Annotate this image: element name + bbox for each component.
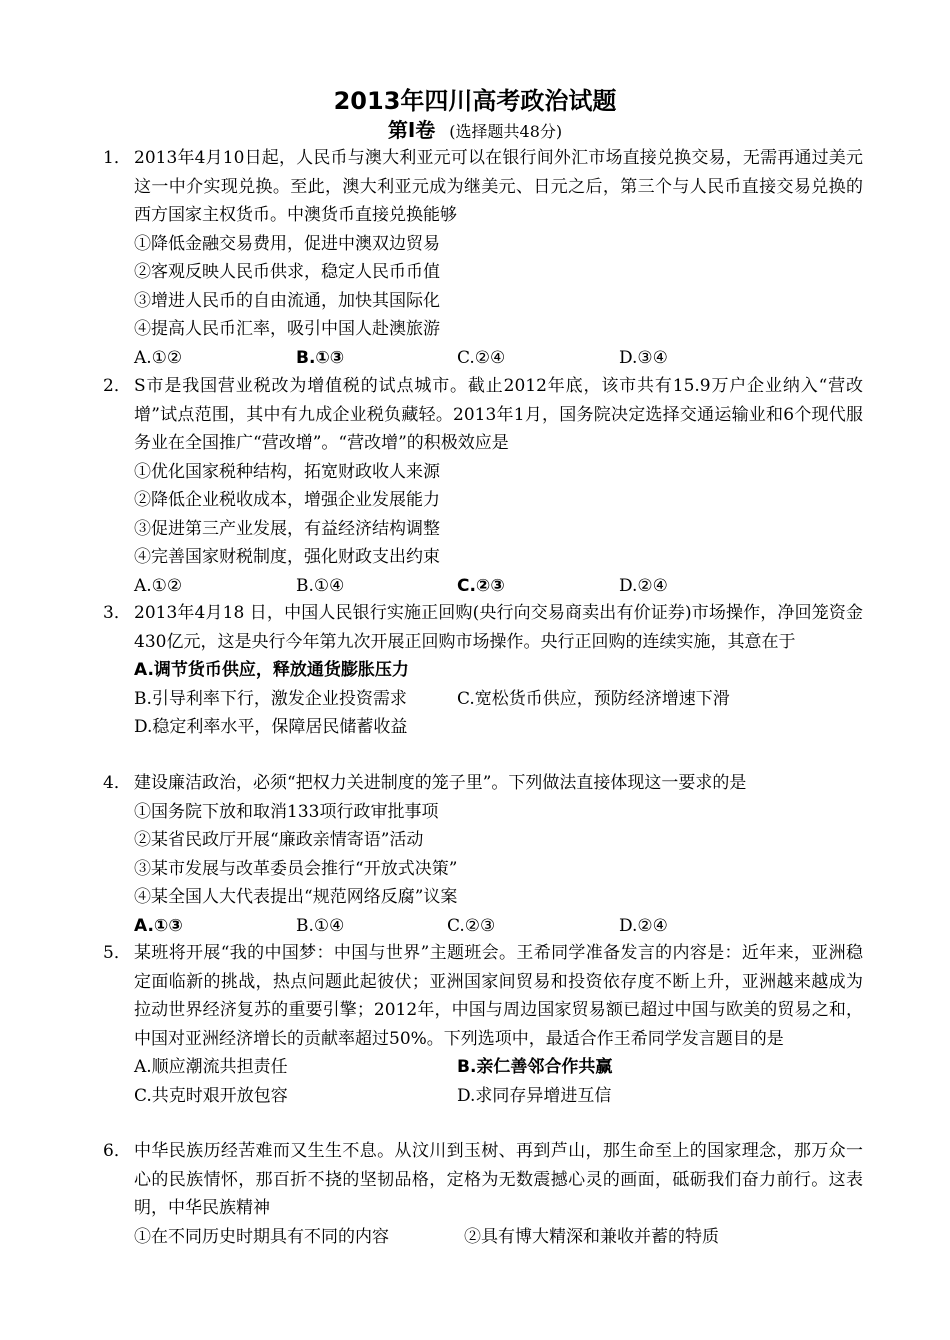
statement-item: ②某省民政厅开展“廉政亲情寄语”活动 (134, 830, 424, 850)
option-a-answer: A.①③ (134, 915, 183, 936)
option-d: D.求同存异增进互信 (457, 1085, 612, 1106)
option-d: D.②④ (619, 915, 668, 936)
part-label: 第Ⅰ卷 (387, 118, 436, 142)
question-1 (103, 144, 863, 372)
part-heading (0, 118, 950, 144)
question-stem: S市是我国营业税改为增值税的试点城市。截止2012年底，该市共有15.9万户企业纳入“营改增”试点范围，其中有九成企业税负藏轻。2013年1月，国务院决定选择交通运输业和6个现代服务业在全国推广“营改增”。“营改增”的积极效应是 (134, 376, 863, 453)
options-row (134, 685, 863, 714)
statement-item: ②降低企业税收成本，增强企业发展能力 (134, 490, 440, 510)
question-number: 2． (103, 376, 131, 396)
option-b-answer: B.亲仁善邻合作共赢 (457, 1057, 613, 1077)
statement-item: ①国务院下放和取消133项行政审批事项 (134, 801, 439, 822)
statement-item: ④提高人民币汇率，吸引中国人赴澳旅游 (134, 319, 440, 339)
option-a-answer: A.调节货币供应，释放通货膨胀压力 (134, 660, 409, 680)
question-6 (103, 1137, 863, 1251)
option-b: B.①④ (296, 575, 345, 596)
option-a: A.顺应潮流共担责任 (134, 1057, 288, 1077)
question-2 (103, 372, 863, 600)
question-number: 4． (103, 773, 131, 793)
options-row (134, 1053, 863, 1082)
statement-item: ①优化国家税种结构，拓宽财政收人来源 (134, 461, 440, 482)
option-d: D.稳定利率水平，保障居民储蓄收益 (134, 717, 408, 737)
statement-item: ③某市发展与改革委员会推行“开放式决策” (134, 858, 458, 879)
question-stem: 中华民族历经苦难而又生生不息。从汶川到玉树、再到芦山，那生命至上的国家理念，那万众一心的民族情怀，那百折不挠的坚韧品格，定格为无数震撼心灵的画面，砥砺我们奋力前行。这表明，中华民族精神 (134, 1141, 863, 1218)
option-d: D.③④ (619, 347, 668, 368)
question-4 (103, 769, 863, 940)
part-note: (选择题共48分) (449, 122, 563, 141)
question-3 (103, 599, 863, 742)
statement-item: ②具有博大精深和兼收并蓄的特质 (464, 1226, 719, 1247)
options-row (134, 912, 863, 941)
option-c: C.宽松货币供应，预防经济增速下滑 (457, 688, 730, 709)
question-number: 3． (103, 603, 131, 623)
question-stem: 2013年4月18 日，中国人民银行实施正回购(央行向交易商卖出有价证券)市场操作，净回笼资金430亿元，这是央行今年第九次开展正回购市场操作。央行正回购的连续实施，其意在于 (134, 603, 863, 652)
option-a: A.①② (134, 347, 183, 368)
statement-row (134, 1223, 863, 1252)
option-b: B.引导利率下行，激发企业投资需求 (134, 688, 407, 709)
option-c: C.②③ (447, 915, 496, 936)
question-number: 5． (103, 943, 131, 963)
statement-item: ④某全国人大代表提出“规范网络反腐”议案 (134, 887, 458, 907)
options-row (134, 572, 863, 601)
question-stem: 某班将开展“我的中国梦：中国与世界”主题班会。王希同学准备发言的内容是：近年来，亚洲稳定面临新的挑战，热点问题此起彼伏；亚洲国家间贸易和投资依存度不断上升，亚洲越来越成为拉动世界经济复苏的重要引擎；2012年，中国与周边国家贸易额已超过中国与欧美的贸易之和，中国对亚洲经济增长的贡献率超过50%。下列选项中，最适合作王希同学发言题目的是 (134, 943, 863, 1049)
question-stem: 建设廉洁政治，必须“把权力关进制度的笼子里”。下列做法直接体现这一要求的是 (134, 773, 747, 793)
statement-item: ③促进第三产业发展，有益经济结构调整 (134, 518, 440, 539)
question-number: 1． (103, 148, 131, 168)
statement-item: ②客观反映人民币供求，稳定人民币币值 (134, 262, 440, 282)
statement-item: ③增进人民币的自由流通，加快其国际化 (134, 290, 440, 311)
options-row (134, 1082, 863, 1111)
statement-item: ①在不同历史时期具有不同的内容 (134, 1226, 389, 1247)
question-stem: 2013年4月10日起，人民币与澳大利亚元可以在银行间外汇市场直接兑换交易，无需再通过美元这一中介实现兑换。至此，澳大利亚元成为继美元、日元之后，第三个与人民币直接交易兑换的西方国家主权货币。中澳货币直接兑换能够 (134, 148, 863, 225)
page-title: 2013年四川高考政治试题 (333, 87, 617, 115)
statement-item: ①降低金融交易费用，促进中澳双边贸易 (134, 233, 440, 254)
question-number: 6． (103, 1141, 131, 1161)
statement-item: ④完善国家财税制度，强化财政支出约束 (134, 547, 440, 567)
option-b: B.①④ (296, 915, 345, 936)
option-d: D.②④ (619, 575, 668, 596)
option-c: C.②④ (457, 347, 506, 368)
option-c: C.共克时艰开放包容 (134, 1085, 288, 1106)
option-c-answer: C.②③ (457, 575, 505, 596)
options-row (134, 344, 863, 373)
option-b-answer: B.①③ (296, 347, 345, 368)
option-a: A.①② (134, 575, 183, 596)
question-5 (103, 939, 863, 1110)
